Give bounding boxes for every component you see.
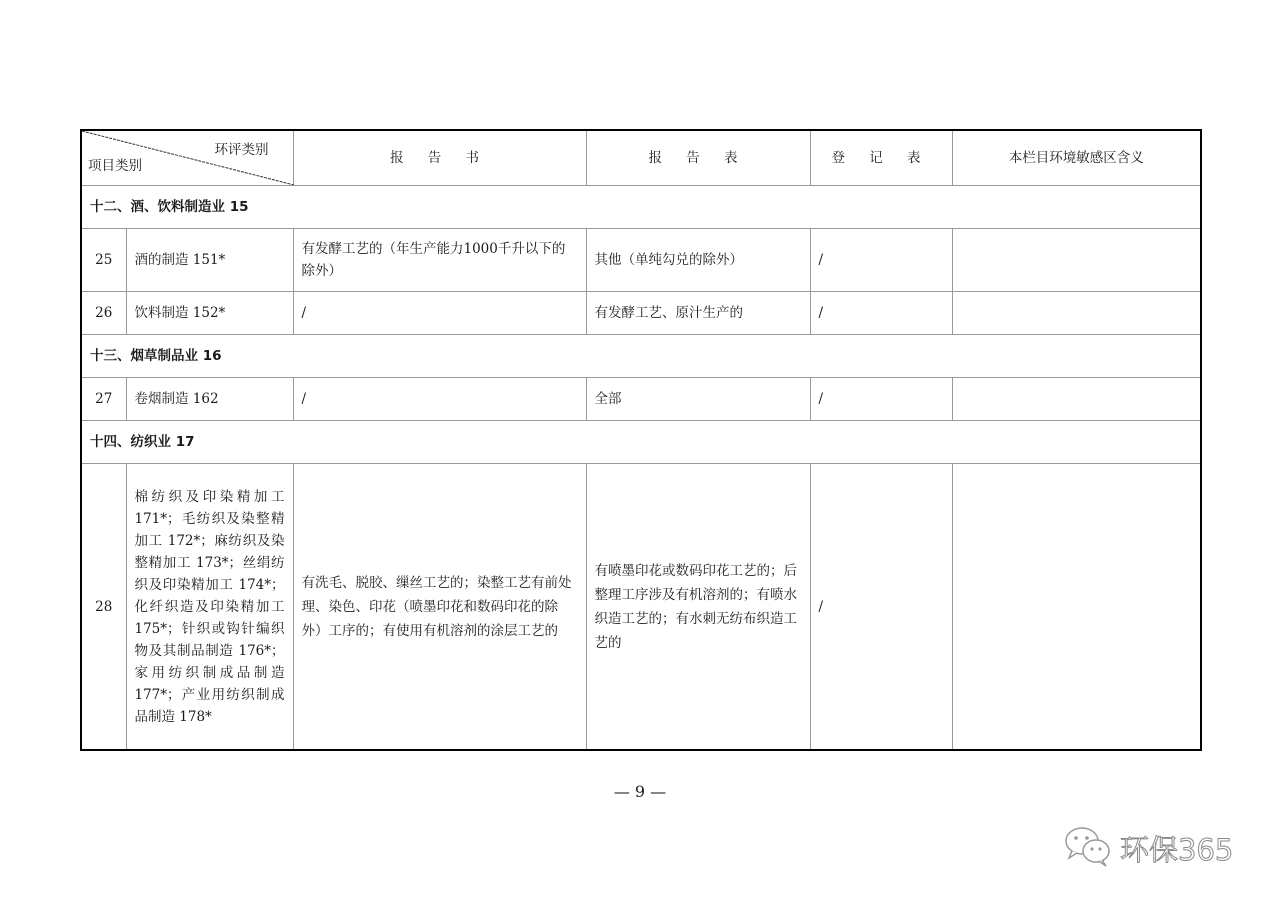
report-book-cell: 有洗毛、脱胶、缫丝工艺的；染整工艺有前处理、染色、印花（喷墨印花和数码印花的除外）工序的；有使用有机溶剂的涂层工艺的 — [293, 464, 586, 751]
header-project-category: 项目类别 — [88, 158, 142, 174]
watermark — [1062, 824, 1233, 872]
sensitive-area-cell — [952, 292, 1201, 335]
header-report-form: 报 告 表 — [586, 130, 810, 186]
register-form-cell: / — [810, 378, 952, 421]
header-eia-category: 环评类别 — [214, 142, 269, 158]
row-number: 26 — [81, 292, 126, 335]
project-category: 棉纺织及印染精加工171*；毛纺织及染整精加工 172*；麻纺织及染整精加工 173*；丝绢纺织及印染精加工 174*；化纤织造及印染精加工 175*；针织或钩针编织物及其制品制造 176*；家用纺织制成品制造177*；产业用纺织制成品制造 178* — [126, 464, 293, 751]
sensitive-area-cell — [952, 229, 1201, 292]
report-book-cell: 有发酵工艺的（年生产能力1000千升以下的除外） — [293, 229, 586, 292]
section-row — [81, 186, 1201, 229]
table-header-row — [81, 130, 1201, 186]
sensitive-area-cell — [952, 464, 1201, 751]
section-title: 十四、纺织业 17 — [81, 421, 1201, 464]
section-row — [81, 335, 1201, 378]
table-row — [81, 464, 1201, 751]
row-number: 25 — [81, 229, 126, 292]
project-category: 酒的制造 151* — [126, 229, 293, 292]
row-number: 27 — [81, 378, 126, 421]
project-category: 饮料制造 152* — [126, 292, 293, 335]
header-report-book: 报 告 书 — [293, 130, 586, 186]
project-category: 卷烟制造 162 — [126, 378, 293, 421]
diagonal-header-cell — [81, 130, 293, 186]
watermark-text: 环保365 — [1120, 832, 1234, 867]
section-title: 十三、烟草制品业 16 — [81, 335, 1201, 378]
header-sensitive-area: 本栏目环境敏感区含义 — [952, 130, 1201, 186]
register-form-cell: / — [810, 464, 952, 751]
section-row — [81, 421, 1201, 464]
report-form-cell: 全部 — [586, 378, 810, 421]
register-form-cell: / — [810, 292, 952, 335]
table-row — [81, 229, 1201, 292]
eia-classification-table — [80, 129, 1202, 751]
report-form-cell: 其他（单纯勾兑的除外） — [586, 229, 810, 292]
page-number: — 9 — — [613, 782, 667, 801]
report-form-cell: 有发酵工艺、原汁生产的 — [586, 292, 810, 335]
row-number: 28 — [81, 464, 126, 751]
report-book-cell: / — [293, 292, 586, 335]
sensitive-area-cell — [952, 378, 1201, 421]
report-book-cell: / — [293, 378, 586, 421]
table-row — [81, 378, 1201, 421]
section-title: 十二、酒、饮料制造业 15 — [81, 186, 1201, 229]
report-form-cell: 有喷墨印花或数码印花工艺的；后整理工序涉及有机溶剂的；有喷水织造工艺的；有水刺无纺布织造工艺的 — [586, 464, 810, 751]
register-form-cell: / — [810, 229, 952, 292]
header-register-form: 登 记 表 — [810, 130, 952, 186]
table-row — [81, 292, 1201, 335]
wechat-icon — [1062, 824, 1116, 872]
